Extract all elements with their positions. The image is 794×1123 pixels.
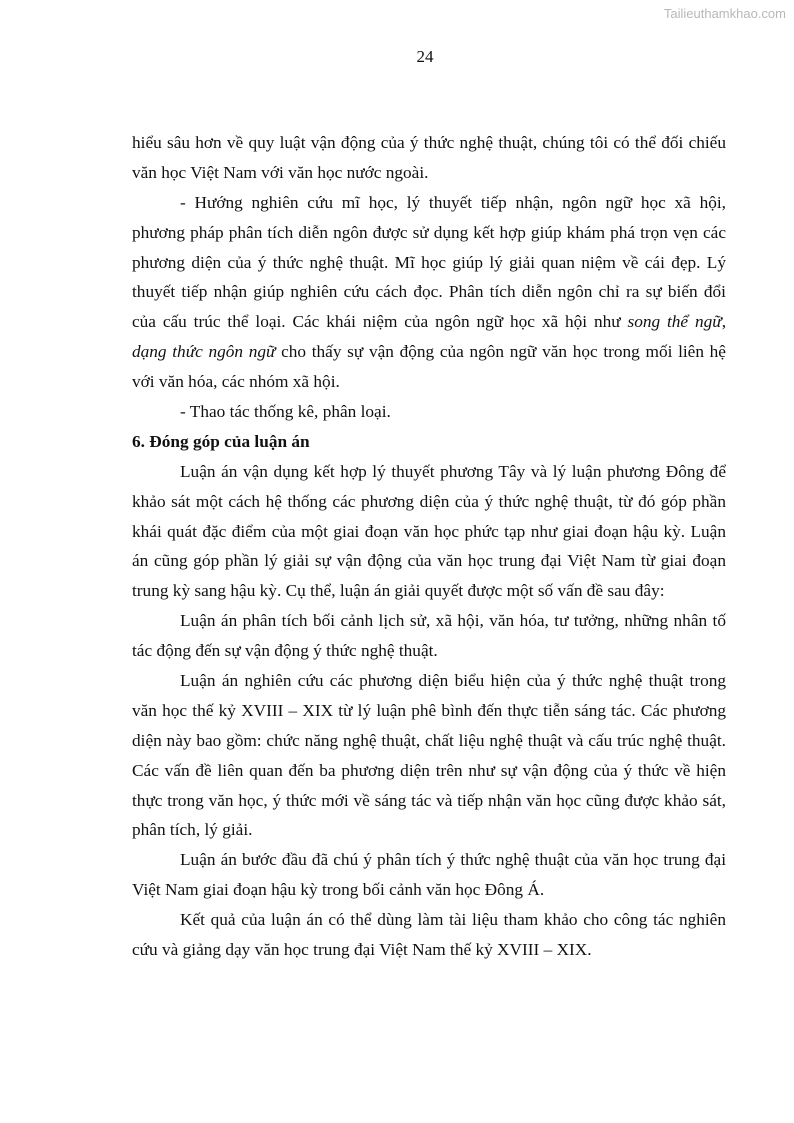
text-segment: trung kỳ sang hậu kỳ. Cụ thể, luận án giải quyết được một số vấn đề sau đây: [132, 581, 665, 601]
text-line [132, 576, 726, 606]
text-segment: - Thao tác thống kê, phân loại. [180, 402, 391, 422]
text-segment: thuyết tiếp nhận giúp nghiên cứu cách đọc. Phân tích diễn ngôn chỉ ra sự biến đổi [132, 282, 726, 302]
document-body [132, 128, 726, 965]
text-line [132, 307, 726, 337]
text-line [132, 726, 726, 756]
text-line [132, 935, 726, 965]
text-line [132, 248, 726, 278]
italic-term: dạng thức ngôn ngữ [132, 342, 276, 362]
text-segment: Kết quả của luận án có thể dùng làm tài liệu tham khảo cho công tác nghiên [180, 910, 726, 930]
text-line [132, 158, 726, 188]
text-segment: với văn hóa, các nhóm xã hội. [132, 372, 340, 392]
text-segment: văn học thế kỷ XVIII – XIX từ lý luận phê bình đến thực tiễn sáng tác. Các phương [132, 700, 726, 720]
text-line [132, 875, 726, 905]
text-line [132, 905, 726, 935]
text-segment: Luận án phân tích bối cảnh lịch sử, xã hội, văn hóa, tư tưởng, những nhân tố [180, 611, 726, 631]
text-line [132, 786, 726, 816]
text-segment: khảo sát một cách hệ thống các phương diện của ý thức nghệ thuật, từ đó góp phần [132, 491, 726, 511]
text-segment: cho thấy sự vận động của ngôn ngữ văn học trong mối liên hệ [275, 342, 726, 362]
text-segment: phân tích, lý giải. [132, 820, 253, 840]
text-line [132, 517, 726, 547]
text-segment: hiểu sâu hơn về quy luật vận động của ý thức nghệ thuật, chúng tôi có thể đối chiếu [132, 133, 726, 152]
text-segment: Luận án nghiên cứu các phương diện biểu hiện của ý thức nghệ thuật trong [180, 671, 726, 691]
text-line [132, 487, 726, 517]
text-segment: Luận án vận dụng kết hợp lý thuyết phương Tây và lý luận phương Đông để [180, 461, 726, 481]
text-line [132, 636, 726, 666]
text-segment: Việt Nam giai đoạn hậu kỳ trong bối cảnh văn học Đông Á. [132, 880, 545, 900]
text-segment: của cấu trúc thể loại. Các khái niệm của ngôn ngữ học xã hội như [132, 312, 628, 332]
text-segment: án cũng góp phần lý giải sự vận động của văn học trung đại Việt Nam từ giai đoạn [132, 551, 726, 571]
text-line [132, 845, 726, 875]
text-segment: thực trong văn học, ý thức mới về sáng tác và tiếp nhận văn học cũng được khảo sát, [132, 790, 726, 810]
text-line [132, 277, 726, 307]
text-segment: , [721, 312, 727, 332]
page-number: 24 [416, 47, 434, 66]
text-line [132, 218, 726, 248]
text-line [132, 128, 726, 158]
text-segment: cứu và giảng dạy văn học trung đại Việt Nam thế kỷ XVIII – XIX. [132, 940, 592, 960]
text-line [132, 367, 726, 397]
text-line [132, 457, 726, 487]
text-line [132, 696, 726, 726]
text-line [132, 666, 726, 696]
text-segment: Các vấn đề liên quan đến ba phương diện trên như sự vận động của ý thức về hiện [132, 760, 726, 780]
text-line [132, 188, 726, 218]
italic-term: song thể ngữ [627, 312, 722, 332]
text-line [132, 337, 726, 367]
text-segment: văn học Việt Nam với văn học nước ngoài. [132, 162, 429, 182]
text-line [132, 756, 726, 786]
text-line [132, 397, 726, 427]
text-line [132, 606, 726, 636]
text-segment: khái quát đặc điểm của một giai đoạn văn học phức tạp như giai đoạn hậu kỳ. Luận [132, 521, 726, 541]
text-segment: 6. Đóng góp của luận án [132, 431, 310, 451]
text-segment: phương pháp phân tích diễn ngôn được sử dụng kết hợp giúp khám phá trọn vẹn các [132, 222, 726, 242]
text-segment: diện này bao gồm: chức năng nghệ thuật, chất liệu nghệ thuật và cấu trúc nghệ thuật. [132, 730, 726, 750]
text-segment: Luận án bước đầu đã chú ý phân tích ý thức nghệ thuật của văn học trung đại [180, 850, 726, 870]
text-line [132, 815, 726, 845]
text-segment: phương diện của ý thức nghệ thuật. Mĩ học giúp lý giải quan niệm về cái đẹp. Lý [132, 252, 726, 272]
section-heading [132, 427, 726, 457]
text-segment: - Hướng nghiên cứu mĩ học, lý thuyết tiếp nhận, ngôn ngữ học xã hội, [180, 192, 726, 212]
text-line [132, 546, 726, 576]
watermark: Tailieuthamkhao.com [663, 6, 786, 21]
text-segment: tác động đến sự vận động ý thức nghệ thuật. [132, 641, 438, 661]
